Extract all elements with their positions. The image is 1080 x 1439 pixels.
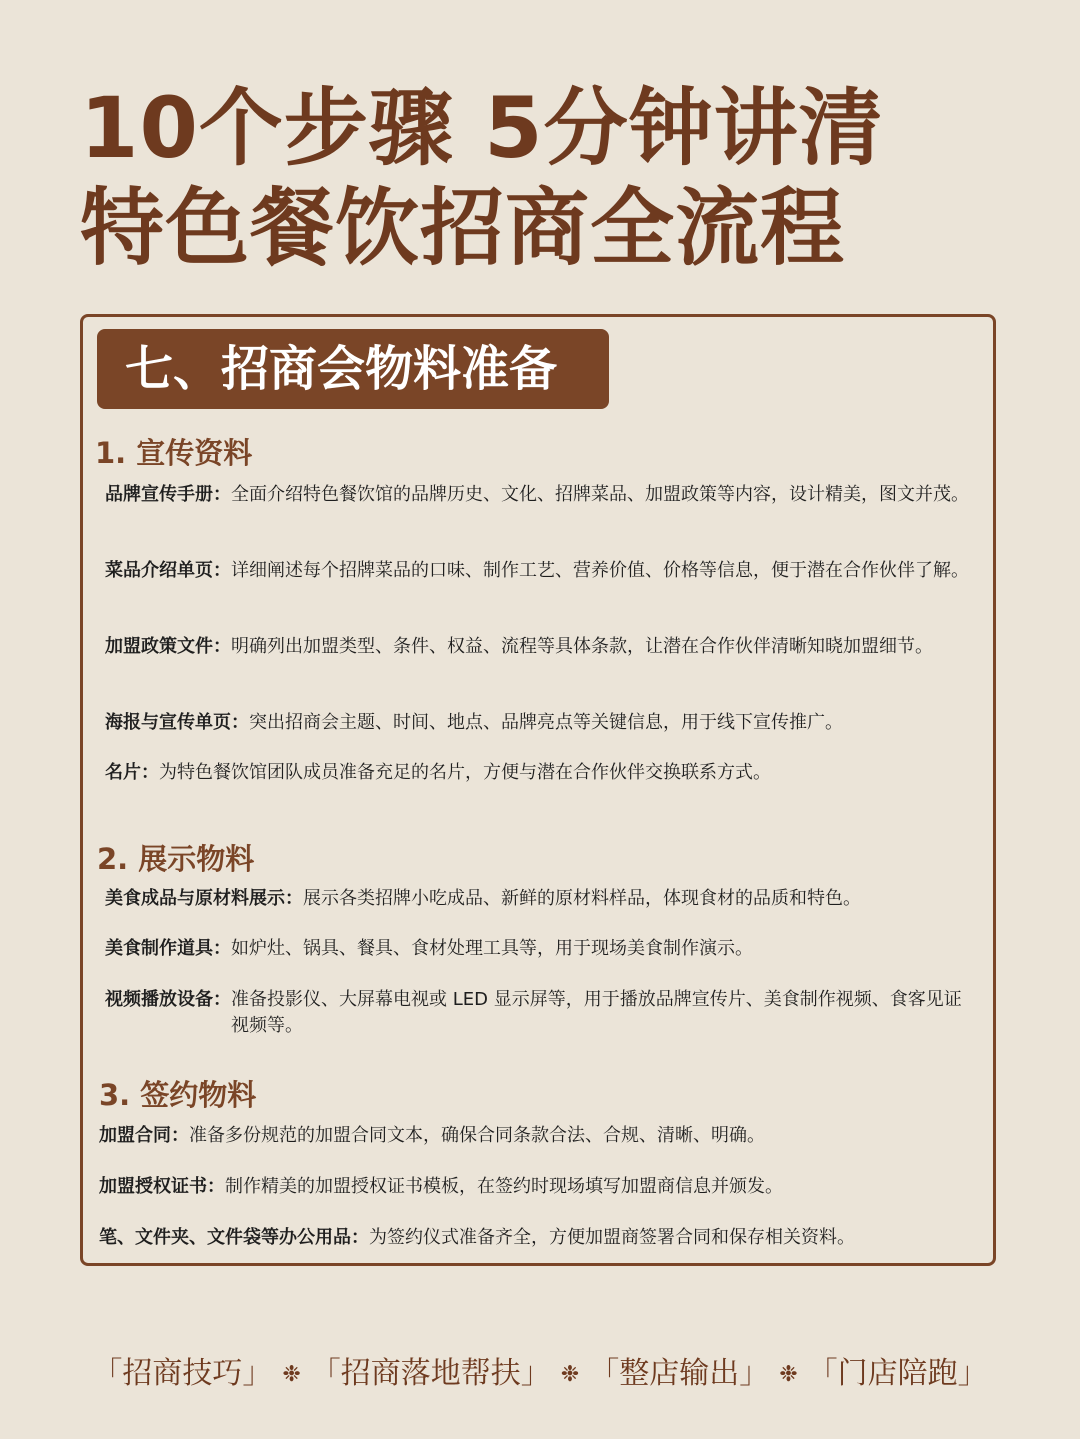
- item-value: 详细阐述每个招牌菜品的口味、制作工艺、营养价值、价格等信息，便于潜在合作伙伴了解。: [231, 560, 969, 581]
- item-value: 为签约仪式准备齐全，方便加盟商签署合同和保存相关资料。: [369, 1227, 855, 1248]
- tag-full-store-output: 「整店输出」: [589, 1356, 770, 1391]
- list-item: [99, 1174, 975, 1200]
- section-banner: 七、招商会物料准备: [97, 329, 609, 409]
- item-key: 名片：: [105, 762, 159, 783]
- item-value: 突出招商会主题、时间、地点、品牌亮点等关键信息，用于线下宣传推广。: [249, 712, 843, 733]
- list-item: [105, 558, 975, 584]
- item-key: 美食制作道具：: [105, 938, 231, 959]
- item-value: 如炉灶、锅具、餐具、食材处理工具等，用于现场美食制作演示。: [231, 938, 753, 959]
- group-heading-display: 2. 展示物料: [97, 842, 255, 876]
- tag-investment-support: 「招商落地帮扶」: [310, 1356, 551, 1391]
- list-item: [105, 634, 975, 660]
- list-item: [105, 886, 975, 912]
- item-key: 加盟政策文件：: [105, 636, 231, 657]
- list-item: [105, 936, 975, 962]
- item-key: 加盟授权证书：: [99, 1176, 225, 1197]
- group-heading-promo: 1. 宣传资料: [95, 436, 253, 470]
- separator-icon: ❉: [560, 1362, 580, 1387]
- item-value: 制作精美的加盟授权证书模板，在签约时现场填写加盟商信息并颁发。: [225, 1176, 783, 1197]
- item-key: 加盟合同：: [99, 1125, 189, 1146]
- list-item: [105, 710, 975, 736]
- tag-row: [0, 1352, 1080, 1397]
- item-value: 全面介绍特色餐饮馆的品牌历史、文化、招牌菜品、加盟政策等内容，设计精美，图文并茂。: [231, 484, 969, 505]
- tag-store-coaching: 「门店陪跑」: [807, 1356, 988, 1391]
- item-value: 展示各类招牌小吃成品、新鲜的原材料样品，体现食材的品质和特色。: [303, 888, 861, 909]
- item-key: 海报与宣传单页：: [105, 712, 249, 733]
- separator-icon: ❉: [282, 1362, 301, 1387]
- item-key: 笔、文件夹、文件袋等办公用品：: [99, 1227, 369, 1248]
- item-key: 品牌宣传手册：: [105, 484, 231, 505]
- separator-icon: ❉: [779, 1362, 798, 1387]
- group-heading-signing: 3. 签约物料: [99, 1078, 257, 1112]
- content-card: [80, 314, 996, 1266]
- page-title-line-2: 特色餐饮招商全流程: [80, 179, 846, 277]
- item-key: 视频播放设备：: [105, 989, 231, 1010]
- item-value: 明确列出加盟类型、条件、权益、流程等具体条款，让潜在合作伙伴清晰知晓加盟细节。: [231, 636, 933, 657]
- item-value: 准备多份规范的加盟合同文本，确保合同条款合法、合规、清晰、明确。: [189, 1125, 765, 1146]
- item-key: 菜品介绍单页：: [105, 560, 231, 581]
- list-item: [99, 1123, 975, 1149]
- item-value: 准备投影仪、大屏幕电视或 LED 显示屏等，用于播放品牌宣传片、美食制作视频、食客见证视频等。: [231, 989, 962, 1036]
- item-key: 美食成品与原材料展示：: [105, 888, 303, 909]
- list-item: [105, 987, 975, 1039]
- item-value: 为特色餐饮馆团队成员准备充足的名片，方便与潜在合作伙伴交换联系方式。: [159, 762, 771, 783]
- list-item: [105, 760, 975, 786]
- list-item: [99, 1225, 975, 1251]
- list-item: [105, 482, 975, 508]
- tag-investment-skills: 「招商技巧」: [92, 1356, 273, 1391]
- page-title: [80, 78, 884, 278]
- page-title-line-1: 10个步骤 5分钟讲清: [80, 79, 884, 177]
